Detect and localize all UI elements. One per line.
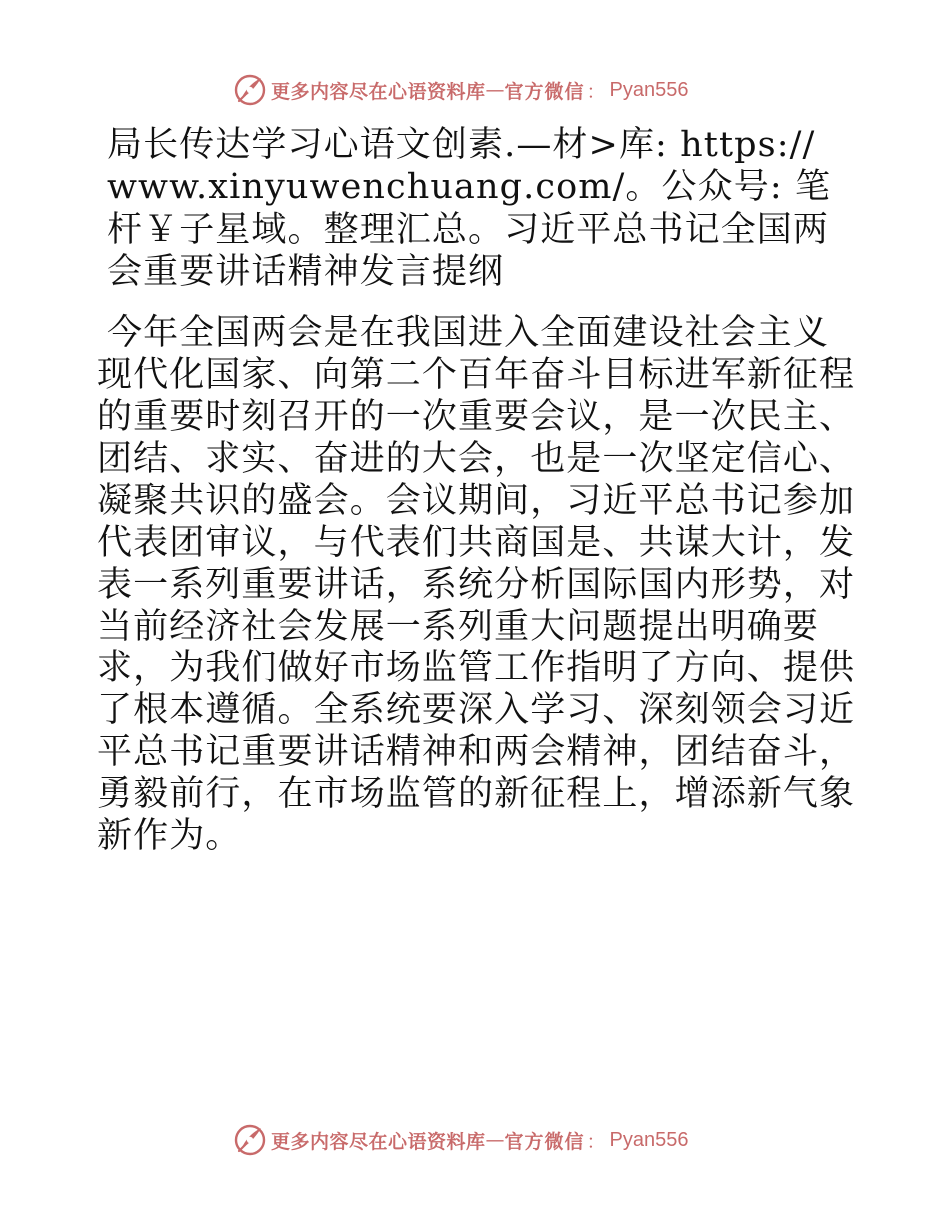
- header-banner: [233, 72, 689, 108]
- quill-pen-logo-icon: [233, 1123, 267, 1157]
- footer-banner-wechat-id: Pyan556: [609, 1128, 689, 1151]
- footer-banner-colon: ：: [586, 1130, 606, 1153]
- document-title-paragraph: 局长传达学习心语文创素.—材>库: https:// www.xinyuwenchuang.com/。公众号: 笔杆￥子星域。整理汇总。习近平总书记全国两会重要讲话精神发言提纲: [107, 125, 832, 292]
- banner-colon: ：: [586, 80, 606, 103]
- banner-slogan: 更多内容尽在心语资料库: [271, 80, 486, 103]
- banner-wechat-id: Pyan556: [609, 78, 689, 101]
- footer-banner-official-label: 官方微信: [504, 1130, 585, 1153]
- banner-official-label: 官方微信: [504, 80, 585, 103]
- document-body: [97, 124, 857, 858]
- footer-banner-slogan: 更多内容尽在心语资料库: [271, 1130, 486, 1153]
- body-paragraph-text: 今年全国两会是在我国进入全面建设社会主义现代化国家、向第二个百年奋斗目标进军新征程的重要时刻召开的一次重要会议，是一次民主、团结、求实、奋进的大会，也是一次坚定信心、凝聚共识的盛会。会议期间，习近平总书记参加代表团审议，与代表们共商国是、共谋大计，发表一系列重要讲话，系统分析国际国内形势，对当前经济社会发展一系列重大问题提出明确要求，为我们做好市场监管工作指明了方向、提供了根本遵循。全系统要深入学习、深刻领会习近平总书记重要讲话精神和两会精神，团结奋斗，勇毅前行，在市场监管的新征程上，增添新气象新作为。: [97, 313, 856, 857]
- document-body-paragraph: [97, 313, 857, 858]
- footer-banner-separator: —: [485, 1129, 505, 1151]
- quill-pen-logo-icon: [233, 73, 267, 107]
- banner-separator: —: [485, 79, 505, 101]
- footer-banner: [233, 1122, 689, 1158]
